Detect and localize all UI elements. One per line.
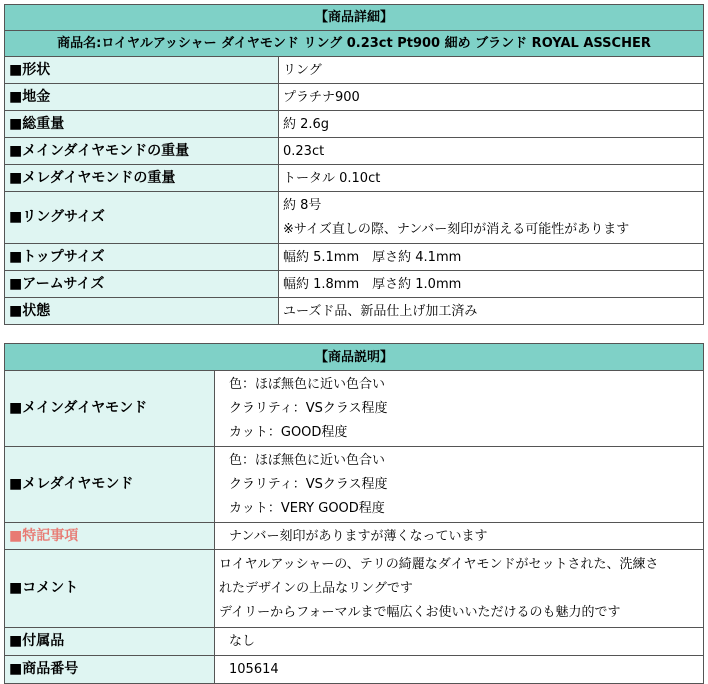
melee-diamond-clarity: クラリティ：VSクラス程度 — [229, 476, 388, 492]
melee-diamond-color: 色：ほぼ無色に近い色合い — [229, 452, 386, 468]
value-main-diamond — [215, 371, 704, 447]
comment-line-1: ロイヤルアッシャーの、テリの綺麗なダイヤモンドがセットされた、洗練さ — [219, 556, 659, 572]
label-top-size: ■トップサイズ — [5, 244, 279, 271]
label-comment: ■コメント — [5, 550, 215, 628]
value-top-size: 幅約 5.1mm 厚さ約 4.1mm — [279, 244, 704, 271]
comment-line-3: デイリーからフォーマルまで幅広くお使いいただけるのも魅力的です — [219, 604, 621, 620]
label-ring-size: ■リングサイズ — [5, 192, 279, 244]
label-melee-diamond: ■メレダイヤモンド — [5, 447, 215, 523]
value-melee-diamond-weight: トータル 0.10ct — [279, 165, 704, 192]
value-shape: リング — [279, 57, 704, 84]
description-header: 【商品説明】 — [5, 344, 704, 371]
label-total-weight: ■総重量 — [5, 111, 279, 138]
label-condition: ■状態 — [5, 298, 279, 325]
value-product-number: 105614 — [215, 656, 704, 684]
label-product-number: ■商品番号 — [5, 656, 215, 684]
value-melee-diamond — [215, 447, 704, 523]
comment-line-2: れたデザインの上品なリングです — [219, 580, 413, 596]
ring-size-line: 約 8号 — [283, 197, 322, 213]
main-diamond-clarity: クラリティ：VSクラス程度 — [229, 400, 388, 416]
label-melee-diamond-weight: ■メレダイヤモンドの重量 — [5, 165, 279, 192]
value-ring-size — [279, 192, 704, 244]
melee-diamond-cut: カット：VERY GOOD程度 — [229, 500, 385, 516]
value-special-notes: ナンバー刻印がありますが薄くなっています — [215, 523, 704, 550]
value-accessories: なし — [215, 628, 704, 656]
label-special-notes: ■特記事項 — [5, 523, 215, 550]
value-main-diamond-weight: 0.23ct — [279, 138, 704, 165]
value-total-weight: 約 2.6g — [279, 111, 704, 138]
value-condition: ユーズド品、新品仕上げ加工済み — [279, 298, 704, 325]
details-header: 【商品詳細】 — [5, 5, 704, 31]
label-shape: ■形状 — [5, 57, 279, 84]
product-description-table — [4, 343, 704, 684]
label-main-diamond-weight: ■メインダイヤモンドの重量 — [5, 138, 279, 165]
value-arm-size: 幅約 1.8mm 厚さ約 1.0mm — [279, 271, 704, 298]
value-comment — [215, 550, 704, 628]
product-details-table — [4, 4, 704, 325]
main-diamond-color: 色：ほぼ無色に近い色合い — [229, 376, 386, 392]
main-diamond-cut: カット：GOOD程度 — [229, 424, 348, 440]
ring-size-note: ※サイズ直しの際、ナンバー刻印が消える可能性があります — [283, 221, 630, 237]
label-arm-size: ■アームサイズ — [5, 271, 279, 298]
value-metal: プラチナ900 — [279, 84, 704, 111]
label-main-diamond: ■メインダイヤモンド — [5, 371, 215, 447]
label-metal: ■地金 — [5, 84, 279, 111]
product-name: 商品名:ロイヤルアッシャー ダイヤモンド リング 0.23ct Pt900 細め ブランド ROYAL ASSCHER — [5, 31, 704, 57]
label-accessories: ■付属品 — [5, 628, 215, 656]
